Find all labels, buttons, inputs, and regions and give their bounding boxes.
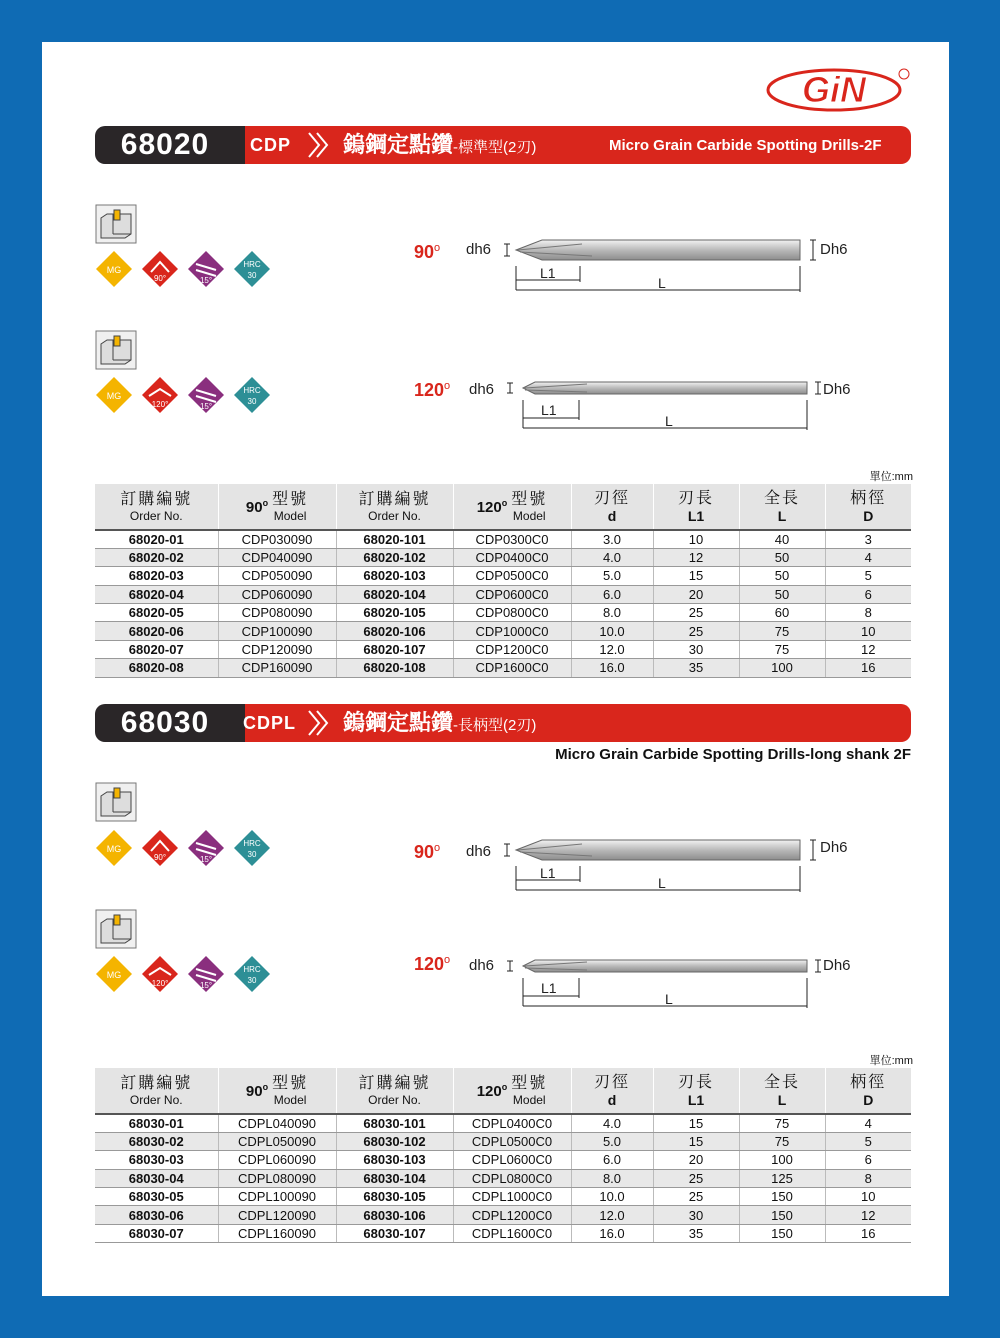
title-cn: 鎢鋼定點鑽	[343, 132, 454, 157]
mg-icon	[95, 376, 133, 414]
hardness-icon	[233, 250, 271, 288]
overall-length-cell: 40	[739, 530, 825, 548]
unit-label: 單位:mm	[869, 1055, 913, 1067]
shank-diameter-cell: 12	[825, 640, 911, 658]
table-row	[95, 567, 911, 585]
shank-diameter-cell: 8	[825, 604, 911, 622]
shank-diameter-cell: 4	[825, 548, 911, 566]
model-90-cell: CDP160090	[218, 659, 336, 677]
header-shank-diameter: 柄徑 D	[825, 1068, 911, 1114]
gin-logo	[764, 64, 912, 114]
order-no-120-cell: 68020-102	[336, 548, 453, 566]
order-no-120-cell: 68020-103	[336, 567, 453, 585]
mg-icon	[95, 250, 133, 288]
overall-length-cell: 150	[739, 1206, 825, 1224]
helix-angle-icon	[187, 250, 225, 288]
shank-diameter-cell: 16	[825, 659, 911, 677]
flute-length-cell: 25	[653, 604, 739, 622]
model-90-cell: CDPL050090	[218, 1132, 336, 1150]
overall-length-cell: 150	[739, 1224, 825, 1242]
svg-text:L: L	[658, 275, 666, 291]
overall-length-cell: 125	[739, 1169, 825, 1187]
title-en: Micro Grain Carbide Spotting Drills-2F	[609, 137, 882, 154]
header-order-no: 訂購編號 Order No.	[95, 1068, 218, 1114]
svg-text:MG: MG	[106, 970, 122, 980]
header-flute-length: 刃長 L1	[653, 484, 739, 530]
diameter-cell: 10.0	[571, 622, 653, 640]
workpiece-icon	[95, 330, 137, 370]
order-no-cell: 68020-02	[95, 548, 218, 566]
shank-diameter-cell: 6	[825, 585, 911, 603]
catalog-page	[42, 42, 949, 1296]
table-row	[95, 548, 911, 566]
order-no-120-cell: 68020-101	[336, 530, 453, 548]
shank-diameter-cell: 16	[825, 1224, 911, 1242]
diameter-cell: 4.0	[571, 548, 653, 566]
svg-text:dh6: dh6	[469, 957, 495, 974]
diameter-cell: 5.0	[571, 567, 653, 585]
overall-length-cell: 75	[739, 622, 825, 640]
mg-icon	[95, 829, 133, 867]
shank-diameter-cell: 8	[825, 1169, 911, 1187]
order-no-cell: 68030-01	[95, 1114, 218, 1132]
flute-length-cell: 10	[653, 530, 739, 548]
svg-text:Dh6: Dh6	[823, 957, 851, 974]
header-shank-diameter: 柄徑 D	[825, 484, 911, 530]
model-120-cell: CDP0400C0	[453, 548, 571, 566]
flute-length-cell: 20	[653, 585, 739, 603]
drill-angle-label: 120$^o$	[414, 380, 451, 400]
flute-length-cell: 35	[653, 659, 739, 677]
header-flute-length: 刃長 L1	[653, 1068, 739, 1114]
order-no-120-cell: 68020-108	[336, 659, 453, 677]
shank-diameter-cell: 4	[825, 1114, 911, 1132]
hardness-icon	[233, 376, 271, 414]
model-90-cell: CDP050090	[218, 567, 336, 585]
model-90-cell: CDPL040090	[218, 1114, 336, 1132]
order-no-cell: 68020-03	[95, 567, 218, 585]
svg-text:dh6: dh6	[466, 241, 492, 258]
shank-diameter-cell: 5	[825, 567, 911, 585]
model-120-cell: CDPL1600C0	[453, 1224, 571, 1242]
table-row	[95, 640, 911, 658]
overall-length-cell: 60	[739, 604, 825, 622]
svg-text:Dh6: Dh6	[820, 839, 848, 856]
header-model-120: 120$^o$ 型號 Model	[453, 1068, 571, 1114]
svg-text:dh6: dh6	[466, 843, 492, 860]
shank-diameter-cell: 12	[825, 1206, 911, 1224]
overall-length-cell: 50	[739, 567, 825, 585]
svg-text:MG: MG	[106, 844, 122, 854]
point-angle-90-icon	[141, 250, 179, 288]
table-row	[95, 659, 911, 677]
overall-length-cell: 100	[739, 1151, 825, 1169]
header-model-90: 90$^o$ 型號 Model	[218, 1068, 336, 1114]
shank-diameter-cell: 5	[825, 1132, 911, 1150]
point-angle-90-icon	[141, 829, 179, 867]
svg-text:MG: MG	[106, 265, 122, 275]
order-no-120-cell: 68020-106	[336, 622, 453, 640]
drill-drawing-120	[467, 950, 867, 1014]
svg-text:HRC: HRC	[243, 965, 261, 974]
order-no-120-cell: 68030-105	[336, 1188, 453, 1206]
flute-length-cell: 15	[653, 1132, 739, 1150]
title-cn-sub: -長柄型(2刃)	[453, 717, 537, 734]
svg-text:30: 30	[247, 976, 257, 985]
table-header-row	[95, 1068, 911, 1114]
drill-drawing-120	[467, 372, 867, 436]
table-row	[95, 1206, 911, 1224]
table-row	[95, 1169, 911, 1187]
model-120-cell: CDP0500C0	[453, 567, 571, 585]
order-no-cell: 68030-07	[95, 1224, 218, 1242]
header-model-120: 120$^o$ 型號 Model	[453, 484, 571, 530]
diameter-cell: 12.0	[571, 640, 653, 658]
order-no-cell: 68020-06	[95, 622, 218, 640]
header-order-no: 訂購編號 Order No.	[336, 1068, 453, 1114]
flute-length-cell: 35	[653, 1224, 739, 1242]
flute-length-cell: 30	[653, 640, 739, 658]
model-120-cell: CDP0600C0	[453, 585, 571, 603]
overall-length-cell: 50	[739, 548, 825, 566]
diameter-cell: 8.0	[571, 1169, 653, 1187]
workpiece-icon	[95, 782, 137, 822]
series-number: 68020	[120, 128, 210, 161]
svg-text:30: 30	[247, 271, 257, 280]
model-90-cell: CDP100090	[218, 622, 336, 640]
svg-text:dh6: dh6	[469, 381, 495, 398]
title-cn-sub: -標準型(2刃)	[453, 139, 537, 156]
feature-icons	[95, 829, 275, 869]
order-no-120-cell: 68020-104	[336, 585, 453, 603]
svg-text:GiN: GiN	[801, 69, 867, 110]
series-number: 68030	[120, 706, 210, 739]
header-diameter: 刃徑 d	[571, 484, 653, 530]
order-no-cell: 68030-03	[95, 1151, 218, 1169]
model-120-cell: CDP1200C0	[453, 640, 571, 658]
svg-text:MG: MG	[106, 391, 122, 401]
drill-angle-label: 90$^o$	[414, 242, 441, 262]
model-90-cell: CDPL160090	[218, 1224, 336, 1242]
diameter-cell: 6.0	[571, 585, 653, 603]
svg-text:15°: 15°	[199, 855, 213, 864]
workpiece-icon	[95, 909, 137, 949]
model-90-cell: CDP080090	[218, 604, 336, 622]
chevron-right-icon	[305, 708, 335, 738]
model-120-cell: CDPL1200C0	[453, 1206, 571, 1224]
shank-diameter-cell: 10	[825, 1188, 911, 1206]
spec-table-68020	[95, 484, 911, 678]
svg-text:L: L	[665, 413, 673, 429]
order-no-cell: 68030-06	[95, 1206, 218, 1224]
diameter-cell: 16.0	[571, 1224, 653, 1242]
model-90-cell: CDP030090	[218, 530, 336, 548]
drill-angle-label: 90$^o$	[414, 842, 441, 862]
svg-text:L: L	[658, 875, 666, 891]
svg-text:30: 30	[247, 850, 257, 859]
model-120-cell: CDPL1000C0	[453, 1188, 571, 1206]
order-no-120-cell: 68030-103	[336, 1151, 453, 1169]
point-angle-120-icon	[141, 955, 179, 993]
order-no-cell: 68020-07	[95, 640, 218, 658]
order-no-cell: 68020-08	[95, 659, 218, 677]
diameter-cell: 16.0	[571, 659, 653, 677]
svg-text:L1: L1	[541, 980, 557, 996]
unit-label: 單位:mm	[869, 471, 913, 483]
order-no-120-cell: 68030-107	[336, 1224, 453, 1242]
model-90-cell: CDPL060090	[218, 1151, 336, 1169]
diameter-cell: 8.0	[571, 604, 653, 622]
model-120-cell: CDP0800C0	[453, 604, 571, 622]
flute-length-cell: 30	[653, 1206, 739, 1224]
shank-diameter-cell: 6	[825, 1151, 911, 1169]
series-code: CDPL	[243, 713, 296, 733]
helix-angle-icon	[187, 955, 225, 993]
model-120-cell: CDPL0800C0	[453, 1169, 571, 1187]
svg-text:Dh6: Dh6	[823, 381, 851, 398]
header-diameter: 刃徑 d	[571, 1068, 653, 1114]
table-row	[95, 1114, 911, 1132]
header-model-90: 90$^o$ 型號 Model	[218, 484, 336, 530]
svg-text:30: 30	[247, 397, 257, 406]
drill-drawing-90	[462, 830, 862, 900]
svg-text:120°: 120°	[151, 979, 169, 988]
shank-diameter-cell: 3	[825, 530, 911, 548]
diameter-cell: 12.0	[571, 1206, 653, 1224]
order-no-cell: 68020-05	[95, 604, 218, 622]
svg-text:Dh6: Dh6	[820, 241, 848, 258]
hardness-icon	[233, 955, 271, 993]
model-90-cell: CDP040090	[218, 548, 336, 566]
section-banner	[95, 704, 911, 742]
svg-text:L1: L1	[541, 402, 557, 418]
order-no-cell: 68020-04	[95, 585, 218, 603]
table-header-row	[95, 484, 911, 530]
svg-text:L1: L1	[540, 865, 556, 881]
model-120-cell: CDP1600C0	[453, 659, 571, 677]
table-row	[95, 622, 911, 640]
overall-length-cell: 50	[739, 585, 825, 603]
overall-length-cell: 75	[739, 1114, 825, 1132]
svg-text:15°: 15°	[199, 402, 213, 411]
header-overall-length: 全長 L	[739, 484, 825, 530]
diameter-cell: 4.0	[571, 1114, 653, 1132]
table-row	[95, 1188, 911, 1206]
model-90-cell: CDP060090	[218, 585, 336, 603]
order-no-120-cell: 68020-105	[336, 604, 453, 622]
svg-text:HRC: HRC	[243, 839, 261, 848]
helix-angle-icon	[187, 829, 225, 867]
table-row	[95, 1151, 911, 1169]
header-overall-length: 全長 L	[739, 1068, 825, 1114]
drill-drawing-90	[462, 230, 862, 300]
model-120-cell: CDPL0600C0	[453, 1151, 571, 1169]
flute-length-cell: 15	[653, 567, 739, 585]
feature-icons	[95, 250, 275, 290]
feature-icons	[95, 955, 275, 995]
table-row	[95, 604, 911, 622]
svg-text:L: L	[665, 991, 673, 1007]
table-row	[95, 1132, 911, 1150]
overall-length-cell: 75	[739, 640, 825, 658]
svg-text:90°: 90°	[153, 274, 167, 283]
hardness-icon	[233, 829, 271, 867]
order-no-cell: 68020-01	[95, 530, 218, 548]
model-90-cell: CDPL080090	[218, 1169, 336, 1187]
svg-text:L1: L1	[540, 265, 556, 281]
flute-length-cell: 25	[653, 1188, 739, 1206]
flute-length-cell: 25	[653, 1169, 739, 1187]
diameter-cell: 6.0	[571, 1151, 653, 1169]
overall-length-cell: 75	[739, 1132, 825, 1150]
workpiece-icon	[95, 204, 137, 244]
mg-icon	[95, 955, 133, 993]
overall-length-cell: 100	[739, 659, 825, 677]
model-120-cell: CDPL0500C0	[453, 1132, 571, 1150]
table-row	[95, 1224, 911, 1242]
shank-diameter-cell: 10	[825, 622, 911, 640]
model-120-cell: CDPL0400C0	[453, 1114, 571, 1132]
flute-length-cell: 15	[653, 1114, 739, 1132]
header-order-no: 訂購編號 Order No.	[336, 484, 453, 530]
model-120-cell: CDP0300C0	[453, 530, 571, 548]
svg-text:120°: 120°	[151, 400, 169, 409]
order-no-120-cell: 68030-106	[336, 1206, 453, 1224]
drill-angle-label: 120$^o$	[414, 954, 451, 974]
helix-angle-icon	[187, 376, 225, 414]
order-no-120-cell: 68030-104	[336, 1169, 453, 1187]
chevron-right-icon	[305, 130, 335, 160]
svg-text:15°: 15°	[199, 276, 213, 285]
section-banner	[95, 126, 911, 164]
overall-length-cell: 150	[739, 1188, 825, 1206]
flute-length-cell: 12	[653, 548, 739, 566]
title-en: Micro Grain Carbide Spotting Drills-long shank 2F	[555, 746, 911, 763]
feature-icons	[95, 376, 275, 416]
svg-text:90°: 90°	[153, 853, 167, 862]
series-code: CDP	[250, 135, 292, 155]
order-no-cell: 68030-04	[95, 1169, 218, 1187]
svg-text:HRC: HRC	[243, 260, 261, 269]
diameter-cell: 10.0	[571, 1188, 653, 1206]
order-no-cell: 68030-02	[95, 1132, 218, 1150]
diameter-cell: 3.0	[571, 530, 653, 548]
flute-length-cell: 25	[653, 622, 739, 640]
model-90-cell: CDPL120090	[218, 1206, 336, 1224]
svg-text:HRC: HRC	[243, 386, 261, 395]
order-no-120-cell: 68020-107	[336, 640, 453, 658]
header-order-no: 訂購編號 Order No.	[95, 484, 218, 530]
model-120-cell: CDP1000C0	[453, 622, 571, 640]
order-no-cell: 68030-05	[95, 1188, 218, 1206]
table-row	[95, 585, 911, 603]
table-row	[95, 530, 911, 548]
svg-text:15°: 15°	[199, 981, 213, 990]
order-no-120-cell: 68030-102	[336, 1132, 453, 1150]
order-no-120-cell: 68030-101	[336, 1114, 453, 1132]
title-cn: 鎢鋼定點鑽	[343, 710, 454, 735]
flute-length-cell: 20	[653, 1151, 739, 1169]
model-90-cell: CDPL100090	[218, 1188, 336, 1206]
spec-table-68030	[95, 1068, 911, 1243]
model-90-cell: CDP120090	[218, 640, 336, 658]
point-angle-120-icon	[141, 376, 179, 414]
diameter-cell: 5.0	[571, 1132, 653, 1150]
